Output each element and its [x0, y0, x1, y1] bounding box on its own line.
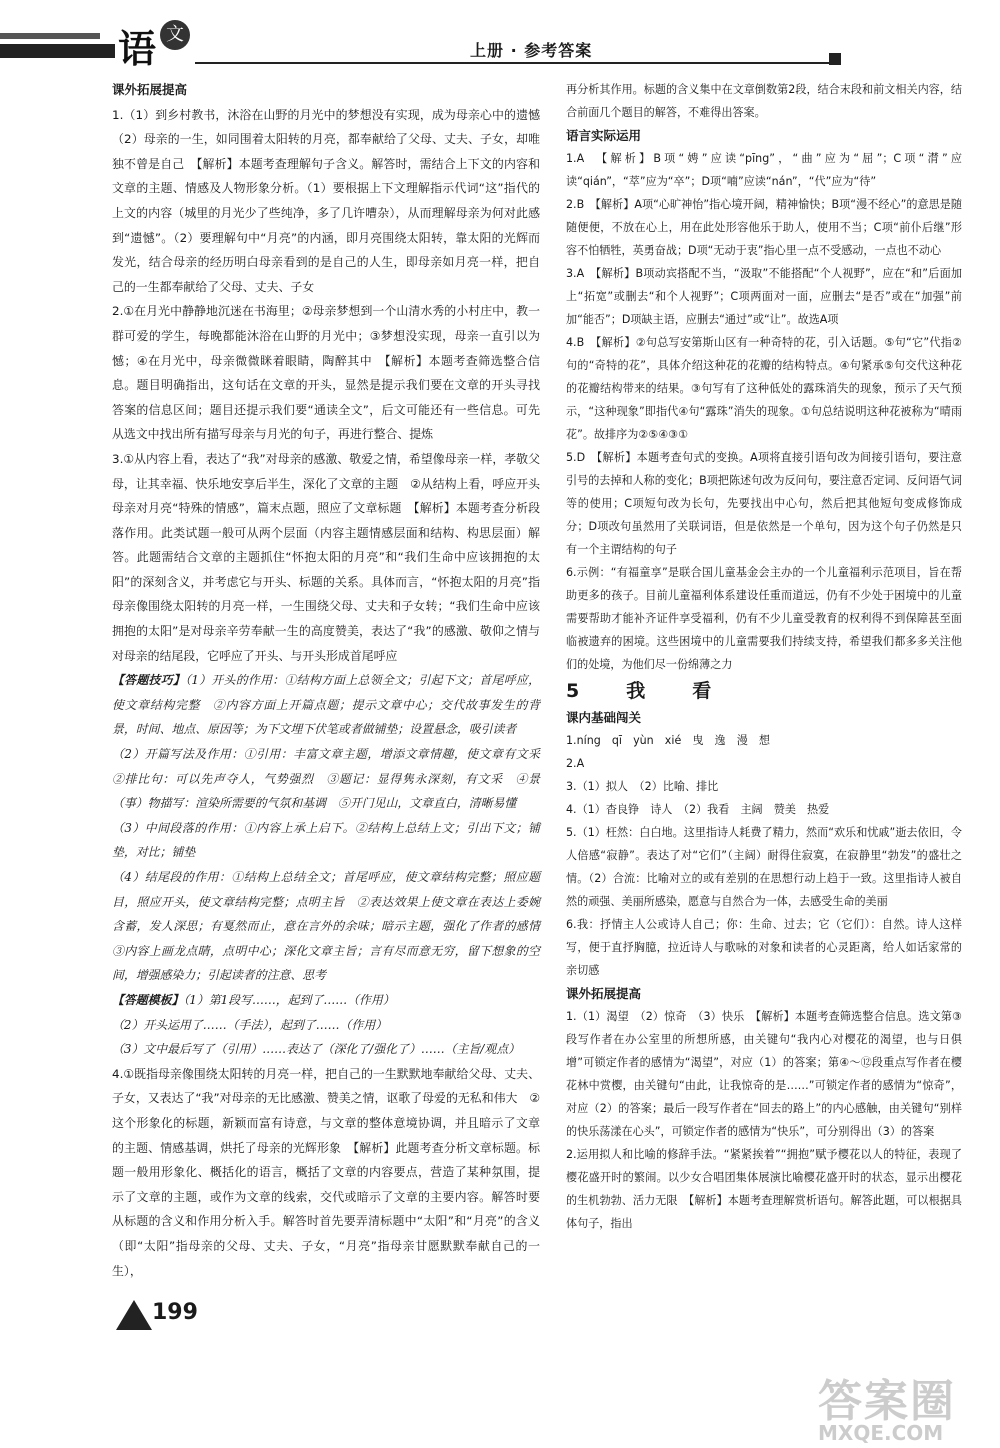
- answer-4: 4.①既指母亲像围绕太阳转的月亮一样，把自己的一生默默地奉献给父母、丈夫、子女，又表达了“我”对母亲的无比感激、赞美之情，讴歌了母爱的无私和伟大 ②这个形象化的标题，新颖而富有诗意，与文章的整体意境协调，并且暗示了文章的主题、情感基调，烘托了母亲的光辉形象 【解析】此题考查分析文章标题。标题一般用形象化、概括化的语言，概括了文章的内容要点，营造了某种氛围，提示了文章的主题，或作为文章的线索，交代或暗示了文章的主要内容。解答时要从标题的含义和作用分析入手。解答时首先要弄清标题中“太阳”和“月亮”的含义（即“太阳”指母亲的父母、丈夫、子女，“月亮”指母亲甘愿默默奉献自己的一生），: [112, 1066, 540, 1278]
- answer-2: 2.①在月光中静静地沉迷在书海里；②母亲梦想到一个山清水秀的小村庄中，教一群可爱的学生，每晚都能沐浴在山野的月光中；③梦想没实现，母亲一直引以为憾；④在月光中，母亲微微眯着眼睛，陶醉其中 【解析】本题考查筛选整合信息。题目明确指出，这句话在文章的开头，显然是提示我们要在文章的开头寻找答案的信息区间；题目还提示我们要“通读全文”，后文可能还有一些信息。可先从选文中找出所有描写母亲与月光的句子，再进行整合、提炼: [112, 304, 540, 442]
- left-column: [112, 78, 552, 1283]
- page-title: 上册 · 参考答案: [470, 41, 593, 60]
- basic-answer-4: 4.（1）杳良铮 诗人 （2）我看 主阔 赞美 热爱: [566, 803, 830, 816]
- ext-answer-1: 1.（1）渴望 （2）惊奇 （3）快乐 【解析】本题考查筛选整合信息。选文第③段写作者在办公室里的所想所感，由关键句“我内心对樱花的渴望，也与日俱增”可锁定作者的感情为“渴望”，对应（1）的答案；第④～⑫段重点写作者在樱花林中赏樱，由关键句“由此，让我惊奇的是……”可锁定作者的感情为“惊奇”，对应（2）的答案；最后一段写作者在“回去的路上”的内心感触，由关键句“别样的快乐荡漾在心头”，可锁定作者的感情为“快乐”，可分别得出（3）的答案: [566, 1010, 962, 1138]
- answer-3: 3.①从内容上看，表达了“我”对母亲的感激、敬爱之情，希望像母亲一样，孝敬父母，让其幸福、快乐地安享后半生，深化了文章的主题 ②从结构上看，呼应开头母亲对月亮“特殊的情感”，篇末点题，照应了文章标题 【解析】本题考查分析段落作用。此类试题一般可从两个层面（内容主题情感层面和结构、构思层面）解答。此题需结合文章的主题抓住“怀抱太阳的月亮”和“我们生命中应该拥抱的太阳”的深刻含义，并考虑它与开头、标题的关系。具体而言，“怀抱太阳的月亮”指母亲像围绕太阳转的月亮一样，一生围绕父母、丈夫和子女转；“我们生命中应该拥抱的太阳”是对母亲辛劳奉献一生的高度赞美，表达了“我”的感激、敬仰之情与对母亲的结尾段，它呼应了开头、与开头形成首尾呼应: [112, 451, 540, 663]
- watermark-url: MXQE.COM: [818, 1421, 944, 1445]
- page-footer: [116, 1296, 226, 1336]
- template-label: 【答题模板】: [112, 992, 184, 1007]
- tip-1: （1）开头的作用：①结构方面上总领全文；引起下文；首尾呼应，使文章结构完整 ②内容方面上开篇点题；提示文章中心；交代故事发生的背景，时间、地点、原因等；为下文埋下伏笔或者做铺垫；设置悬念，吸引读者: [112, 673, 540, 737]
- lang-answer-6: 6.示例：“有福童享”是联合国儿童基金会主办的一个儿童福利示范项目，旨在帮助更多的孩子。目前儿童福利体系建设任重而道远，仍有不少处于困境中的儿童需要帮助才能补齐证件享受福利，仍有不少儿童受教育的权利得不到保障甚至面临被遗弃的困境。这些困境中的儿童需要我们持续支持，希望我们都多多关注他们的处境，为他们尽一份绵薄之力: [566, 566, 962, 671]
- template-1: （1）第1段写……，起到了……（作用）: [183, 992, 395, 1007]
- page-number: 199: [152, 1300, 198, 1325]
- basic-answer-5: 5.（1）枉然：白白地。这里指诗人耗费了精力，然而“欢乐和忧戚”逝去依旧，令人倍感“寂静”。表达了对“它们”（主阔）耐得住寂寞，在寂静里“勃发”的盛壮之情。（2）合流：比喻对立的或有差别的在思想行动上趋于一致。这里指诗人被自然的顽强、美丽所感染，愿意与自然合为一体，去感受生命的美丽: [566, 826, 962, 908]
- lang-answer-5: 5.D 【解析】本题考查句式的变换。A项将直接引语句改为间接引语句，要注意引号的去掉和人称的变化；B项把陈述句改为反问句，要注意否定词、反问语气词等的使用；C项短句改为长句，先要找出中心句，然后把其他短句变成修饰成分；D项改句虽然用了关联词语，但是依然是一个单句，因为这个句子仍然是只有一个主谓结构的句子: [566, 451, 962, 556]
- basic-answer-3: 3.（1）拟人 （2）比喻、排比: [566, 780, 719, 793]
- lang-answer-1: 1.A 【解析】B项“娉”应读“pīng”，“曲”应为“屈”；C项“潸”应读“qián”，“萃”应为“卒”；D项“喃”应读“nán”，“代”应为“待”: [566, 152, 962, 188]
- template-3: （3）文中最后写了（引用）……表达了（深化了/强化了）……（主旨/观点）: [112, 1042, 520, 1057]
- page-header: [0, 0, 1000, 78]
- basic-answer-6: 6.我：抒情主人公或诗人自己；你：生命、过去；它（它们）：自然。诗人这样写，便于直抒胸臆，拉近诗人与歌咏的对象和读者的心灵距离，给人如话家常的亲切感: [566, 918, 962, 977]
- lang-answer-3: 3.A 【解析】B项动宾搭配不当，“汲取”不能搭配“个人视野”，应在“和”后面加上“拓宽”或删去“和个人视野”；C项两面对一面，应删去“是否”或在“加强”前加“能否”；D项缺主语，应删去“通过”或“让”。故选A项: [566, 267, 962, 326]
- template-block: [112, 988, 540, 1013]
- header-decor-bar-top: [0, 33, 100, 39]
- header-decor-bar: [0, 44, 115, 58]
- right-column: [566, 78, 962, 1235]
- ext-answer-2: 2.运用拟人和比喻的修辞手法。“紧紧挨着”“拥抱”赋予樱花以人的特征，表现了樱花盛开时的繁闹。以少女合唱团集体展演比喻樱花盛开时的状态，显示出樱花的生机勃勃、活力无限 【解析】本题考查理解赏析语句。解答此题，可以根据具体句子，指出: [566, 1148, 962, 1230]
- section-heading-language: 语言实际运用: [566, 128, 642, 143]
- lang-answer-2: 2.B 【解析】A项“心旷神怡”指心境开阔，精神愉快；B项“漫不经心”的意思是随随便便，不放在心上，用在此处形容他乐于助人，使用不当；C项“前仆后继”形容不怕牺牲，英勇奋战；D项“无动于衷”指心里一点不受感动，一点也不动心: [566, 198, 962, 257]
- section-heading-extension-2: 课外拓展提高: [566, 986, 642, 1001]
- tip-2: （2）开篇写法及作用：①引用：丰富文章主题，增添文章情趣，使文章有文采 ②排比句：可以先声夺人，气势强烈 ③题记：显得隽永深刻，有文采 ④景（事）物描写：渲染所需要的气氛和基调 ⑤开门见山，文章直白，清晰易懂: [112, 747, 552, 811]
- header-square-icon: [829, 53, 841, 65]
- logo-main-char: 语: [118, 27, 157, 71]
- header-rule: [195, 62, 835, 64]
- tip-4: （4）结尾段的作用：①结构上总结全文；首尾呼应，使文章结构完整；照应题目，照应开头，使文章结构完整；点明主旨 ②表达效果上使文章在表达上委婉含蓄，发人深思；有戛然而止，意在言外的余味；暗示主题，强化了作者的感情 ③内容上画龙点睛，点明中心；深化文章主旨；言有尽而意无穷，留下想象的空间，增强感染力；引起读者的注意、思考: [112, 870, 552, 983]
- basic-answer-2: 2.A: [566, 757, 585, 770]
- mountain-logo-icon: [116, 1300, 152, 1330]
- tips-block: [112, 668, 540, 742]
- section-heading-extension: 课外拓展提高: [112, 82, 188, 97]
- watermark: [818, 1365, 998, 1445]
- template-2: （2）开头运用了……（手法），起到了……（作用）: [112, 1017, 388, 1032]
- section-heading-basic: 课内基础闯关: [566, 710, 642, 725]
- logo-sub-char: 文: [160, 20, 190, 50]
- lesson-title: 5 我 看: [566, 680, 726, 702]
- watermark-text: 答案圈: [818, 1376, 956, 1427]
- tips-label: 【答题技巧】: [112, 673, 186, 688]
- answer-1: 1.（1）到乡村教书，沐浴在山野的月光中的梦想没有实现，成为母亲心中的遗憾 （2）母亲的一生，如同围着太阳转的月亮，都奉献给了父母、丈夫、子女，却唯独不曾是自己 【解析】本题考查理解句子含义。解答时，需结合上下文的内容和文章的主题、情感及人物形象分析。（1）要根据上下文理解指示代词“这”指代的上文的内容（城里的月光少了些纯净，多了几许嘈杂），从而理解母亲为何对此感到“遗憾”。（2）要理解句中“月亮”的内涵，即月亮围绕太阳转，靠太阳的光辉而发光，结合母亲的经历明白母亲看到的是自己的人生，即母亲如月亮一样，把自己的一生都奉献给了父母、丈夫、子女: [112, 107, 552, 294]
- lang-answer-4: 4.B 【解析】②句总写安第斯山区有一种奇特的花，引入话题。⑤句“它”代指②句的“奇特的花”，具体介绍这种花的花瓣的结构特点。④句紧承⑤句交代这种花的花瓣结构带来的结果。③句写有了这种低处的露珠消失的现象，预示了天气预示，“这种现象”即指代④句“露珠”消失的现象。①句总结说明这种花被称为“晴雨花”。故排序为②⑤④③①: [566, 336, 962, 441]
- answer-4-continued: 再分析其作用。标题的含义集中在文章倒数第2段，结合末段和前文相关内容，结合前面几个题目的解答，不难得出答案。: [566, 83, 962, 119]
- basic-answer-1: 1.níng qī yùn xié 曳 逸 漫 想: [566, 734, 771, 747]
- subject-logo: [118, 18, 190, 71]
- tip-3: （3）中间段落的作用：①内容上承上启下。②结构上总结上文；引出下文；铺垫，对比；铺垫: [112, 820, 540, 860]
